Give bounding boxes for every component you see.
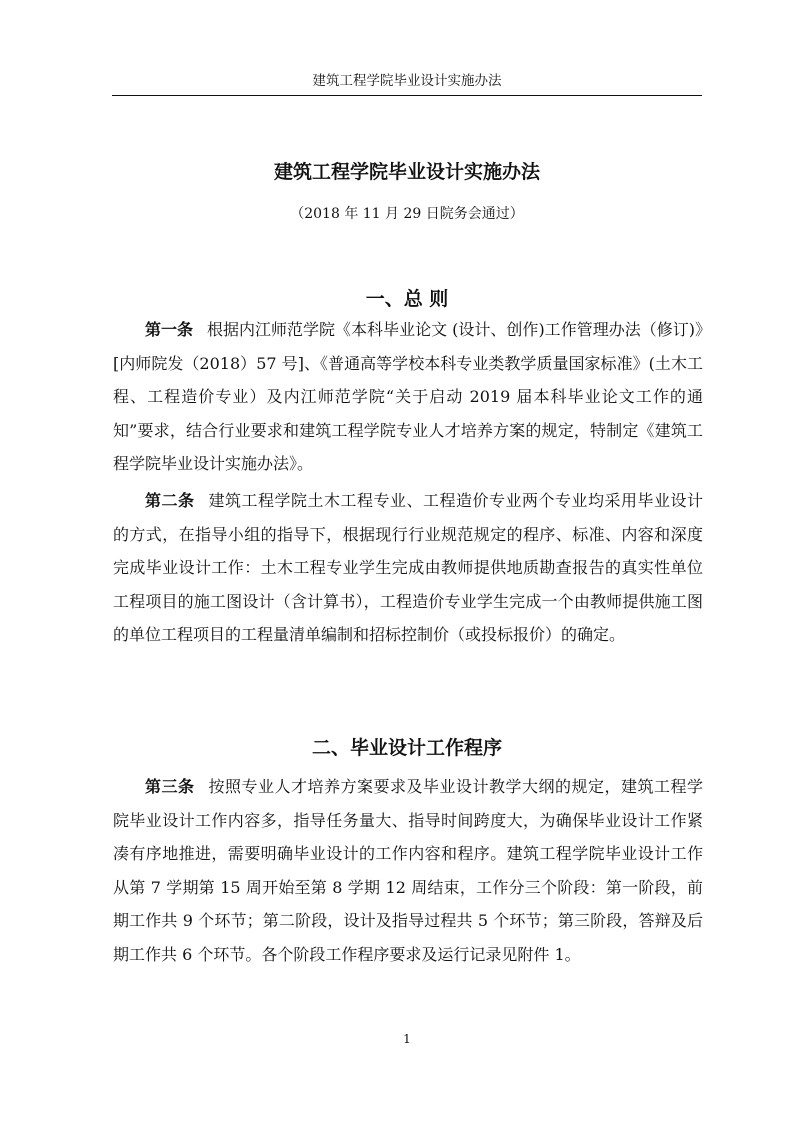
- article-text: 按照专业人才培养方案要求及毕业设计教学大纲的规定，建筑工程学院毕业设计工作内容多，指导任务量大、指导时间跨度大，为确保毕业设计工作紧凑有序地推进，需要明确毕业设计的工作内容和程序。建筑工程学院毕业设计工作从第 7 学期第 15 周开始至第 8 学期 12 周结束，工作分三个阶段：第一阶段，前期工作共 9 个环节；第二阶段，设计及指导过程共 5 个环节；第三阶段，答辩及后期工作共 6 个环节。各个阶段工作程序要求及运行记录见附件 1。: [113, 777, 703, 964]
- document-subtitle: （2018 年 11 月 29 日院务会通过）: [290, 206, 524, 222]
- article-text: 建筑工程学院土木工程专业、工程造价专业两个专业均采用毕业设计的方式，在指导小组的指导下，根据现行行业规范规定的程序、标准、内容和深度完成毕业设计工作：土木工程专业学生完成由教师提供地质勘查报告的真实性单位工程项目的施工图设计（含计算书），工程造价专业学生完成一个由教师提供施工图的单位工程项目的工程量清单编制和招标控制价（或投标报价）的确定。: [113, 491, 703, 644]
- article-label: 第一条: [145, 320, 194, 339]
- article-text: 根据内江师范学院《本科毕业论文 (设计、创作)工作管理办法（修订)》[内师院发（2018）57 号]、《普通高等学校本科专业类教学质量国家标准》(土木工程、工程造价专业）及内江师范学院“关于启动 2019 届本科毕业论文工作的通知”要求，结合行业要求和建筑工程学院专业人才培养方案的规定，特制定《建筑工程学院毕业设计实施办法》。: [113, 320, 703, 473]
- section-heading-general: 一、总 则: [365, 288, 449, 310]
- header-divider: [112, 95, 702, 96]
- document-title: 建筑工程学院毕业设计实施办法: [273, 161, 540, 183]
- article-label: 第二条: [145, 491, 195, 510]
- article-1: [113, 313, 703, 481]
- article-label: 第三条: [145, 777, 195, 796]
- running-header: 建筑工程学院毕业设计实施办法: [312, 73, 502, 89]
- article-3: [113, 770, 703, 971]
- article-2: [113, 484, 703, 652]
- page-number: 1: [403, 1032, 411, 1046]
- section-heading-procedure: 二、毕业设计工作程序: [311, 737, 502, 759]
